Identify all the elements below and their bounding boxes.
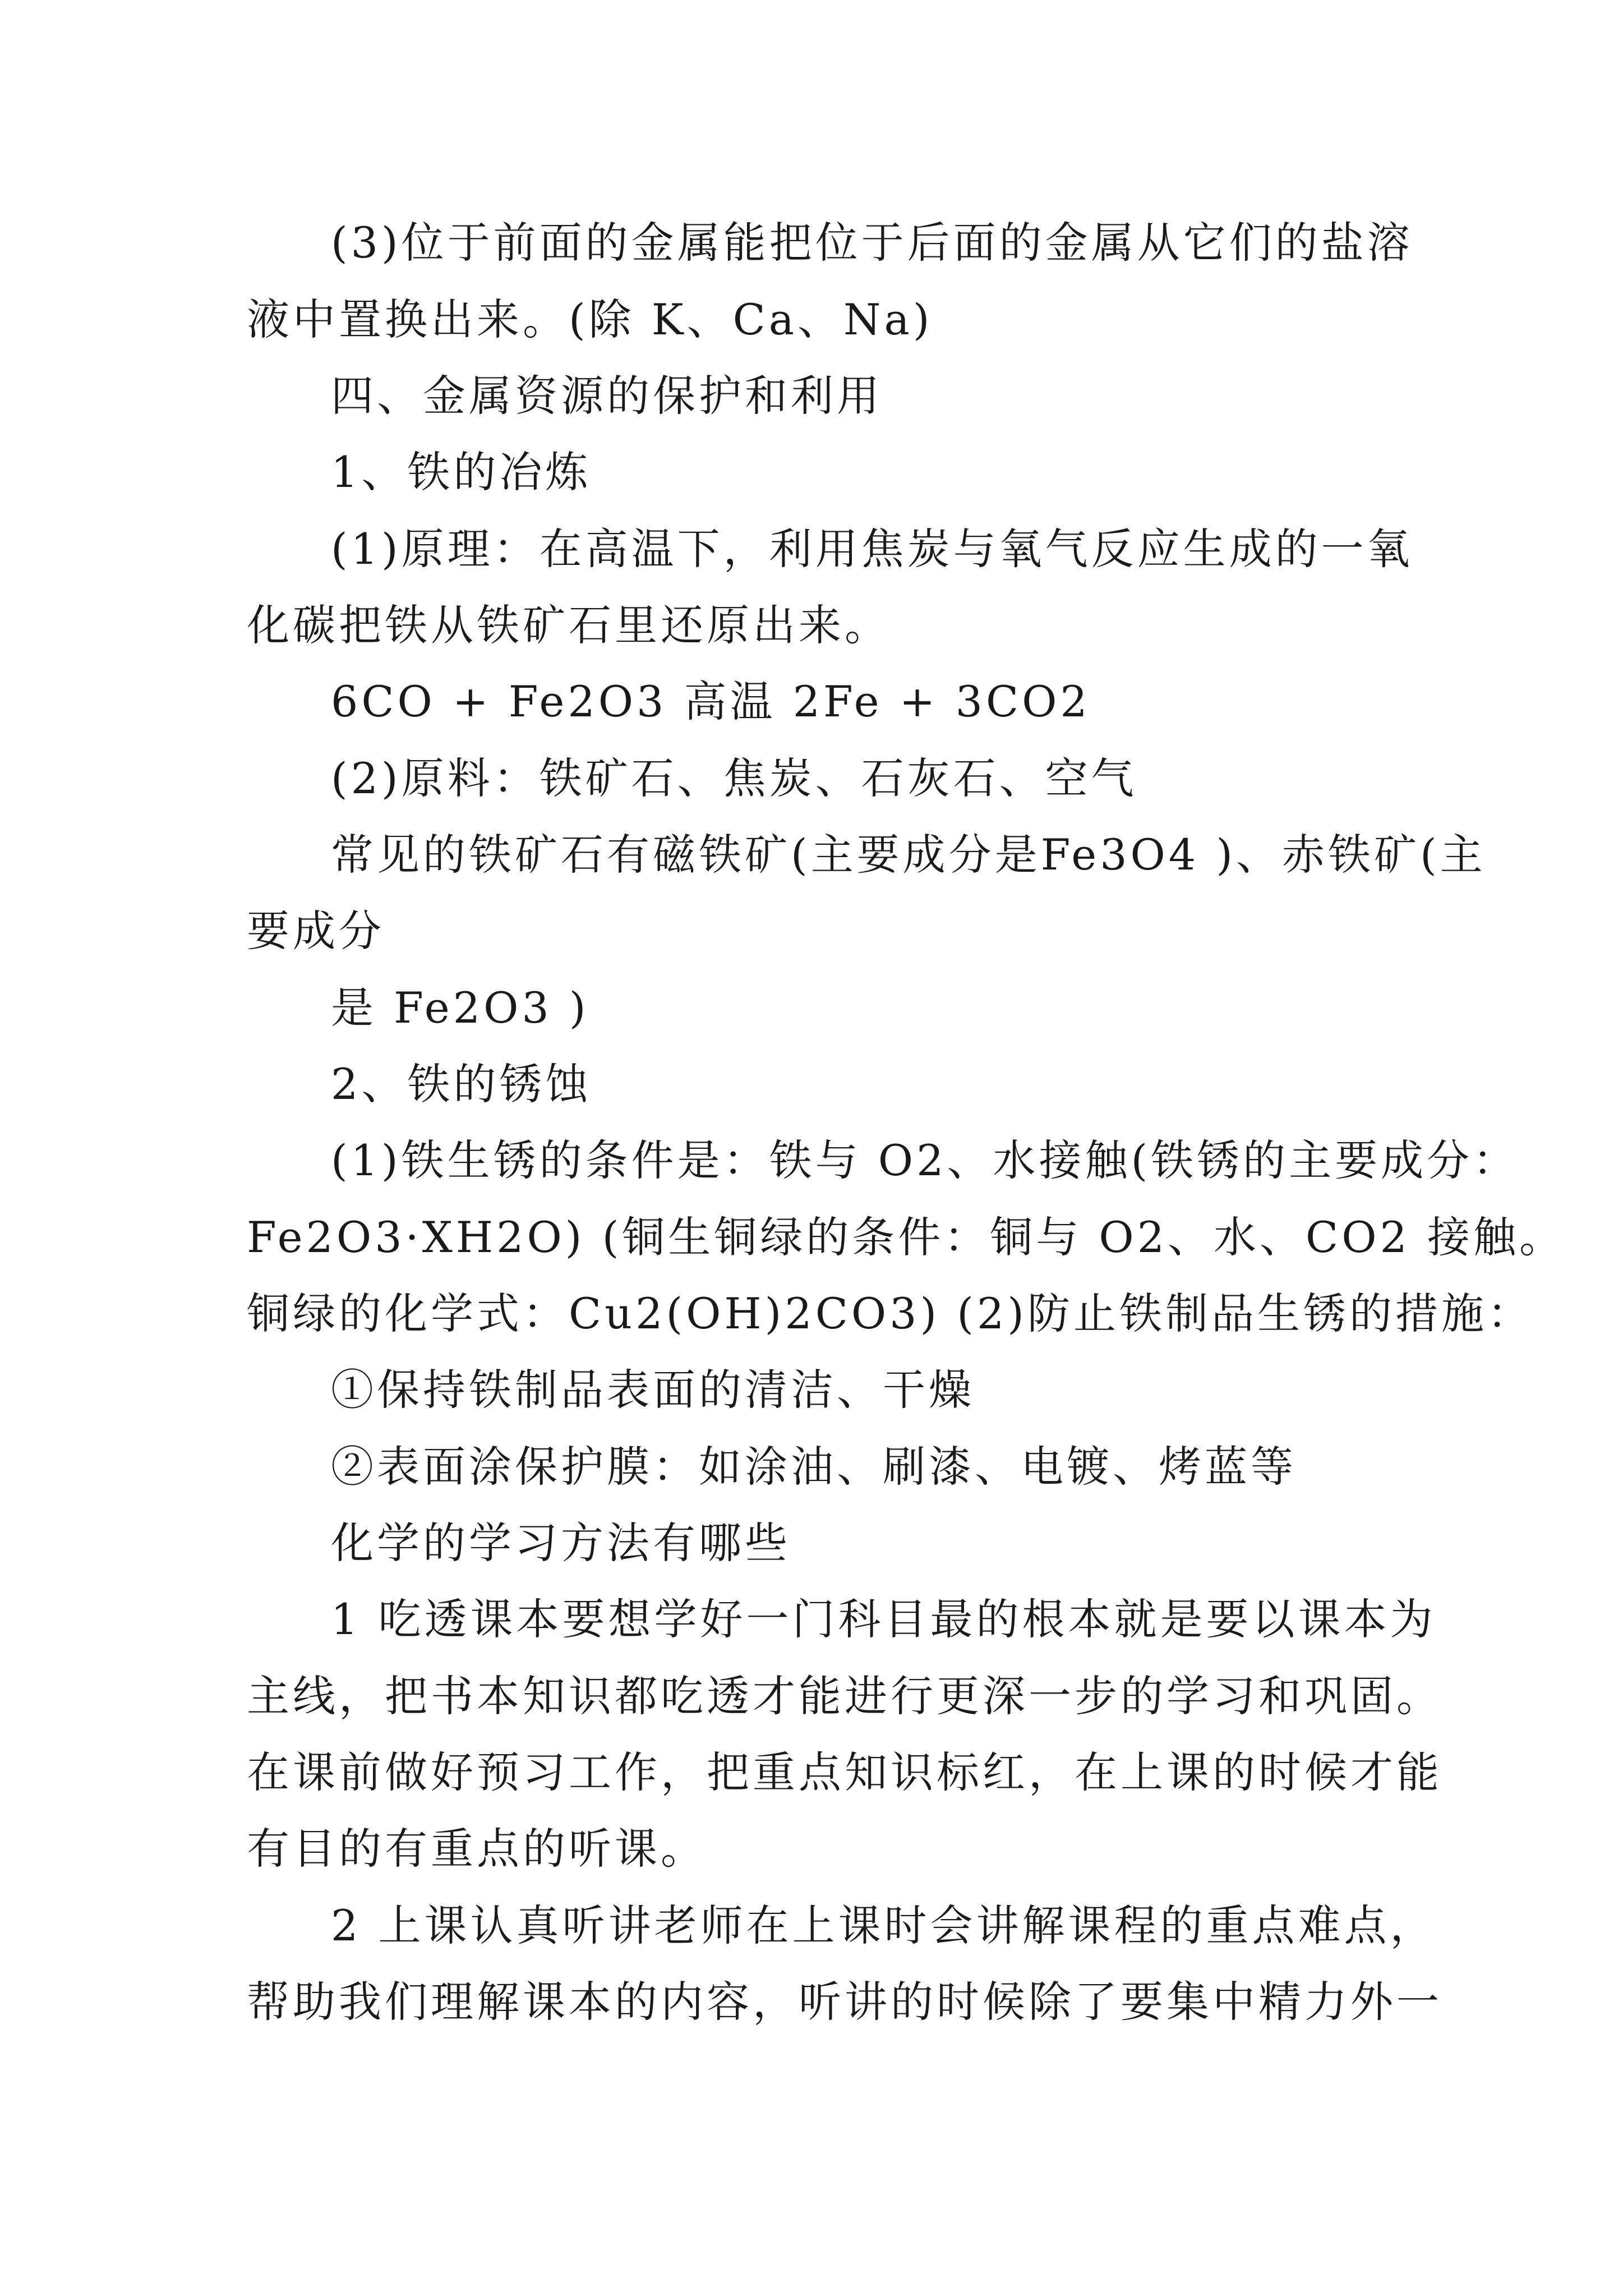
- paragraph-line: 是 Fe2O3 ): [331, 983, 589, 1033]
- paragraph-line: 有目的有重点的听课。: [247, 1824, 707, 1874]
- paragraph-line: 化碳把铁从铁矿石里还原出来。: [247, 600, 891, 650]
- paragraph-line: (1)原理：在高温下，利用焦炭与氧气反应生成的一氧: [331, 524, 1413, 574]
- subsection-heading: 1、铁的冶炼: [331, 447, 592, 497]
- paragraph-line: 在课前做好预习工作，把重点知识标红，在上课的时候才能: [247, 1747, 1442, 1797]
- paragraph-line: 1 吃透课本要想学好一门科目最的根本就是要以课本为: [331, 1594, 1436, 1644]
- list-item: ①保持铁制品表面的清洁、干燥: [331, 1365, 975, 1415]
- section-heading: 化学的学习方法有哪些: [331, 1518, 791, 1568]
- paragraph-line: 主线，把书本知识都吃透才能进行更深一步的学习和巩固。: [247, 1671, 1442, 1721]
- paragraph-line: Fe2O3·XH2O) (铜生铜绿的条件：铜与 O2、水、CO2 接触。: [247, 1212, 1566, 1262]
- subsection-heading: 2、铁的锈蚀: [331, 1059, 592, 1109]
- paragraph-line: 2 上课认真听讲老师在上课时会讲解课程的重点难点，: [331, 1901, 1436, 1950]
- section-heading: 四、金属资源的保护和利用: [331, 371, 883, 421]
- paragraph-line: (2)原料：铁矿石、焦炭、石灰石、空气: [331, 753, 1137, 803]
- paragraph-line: 液中置换出来。(除 K、Ca、Na): [247, 295, 933, 344]
- paragraph-line: (3)位于前面的金属能把位于后面的金属从它们的盐溶: [331, 218, 1413, 268]
- paragraph-line: 常见的铁矿石有磁铁矿(主要成分是Fe3O4 )、赤铁矿(主: [331, 830, 1486, 880]
- list-item: ②表面涂保护膜：如涂油、刷漆、电镀、烤蓝等: [331, 1442, 1297, 1492]
- paragraph-line: (1)铁生锈的条件是：铁与 O2、水接触(铁锈的主要成分：: [331, 1135, 1519, 1185]
- equation-line: 6CO + Fe2O3 高温 2Fe + 3CO2: [331, 677, 1091, 726]
- paragraph-line: 要成分: [247, 906, 385, 956]
- paragraph-line: 帮助我们理解课本的内容，听讲的时候除了要集中精力外一: [247, 1977, 1442, 2027]
- paragraph-line: 铜绿的化学式：Cu2(OH)2CO3) (2)防止铁制品生锈的措施：: [247, 1289, 1533, 1338]
